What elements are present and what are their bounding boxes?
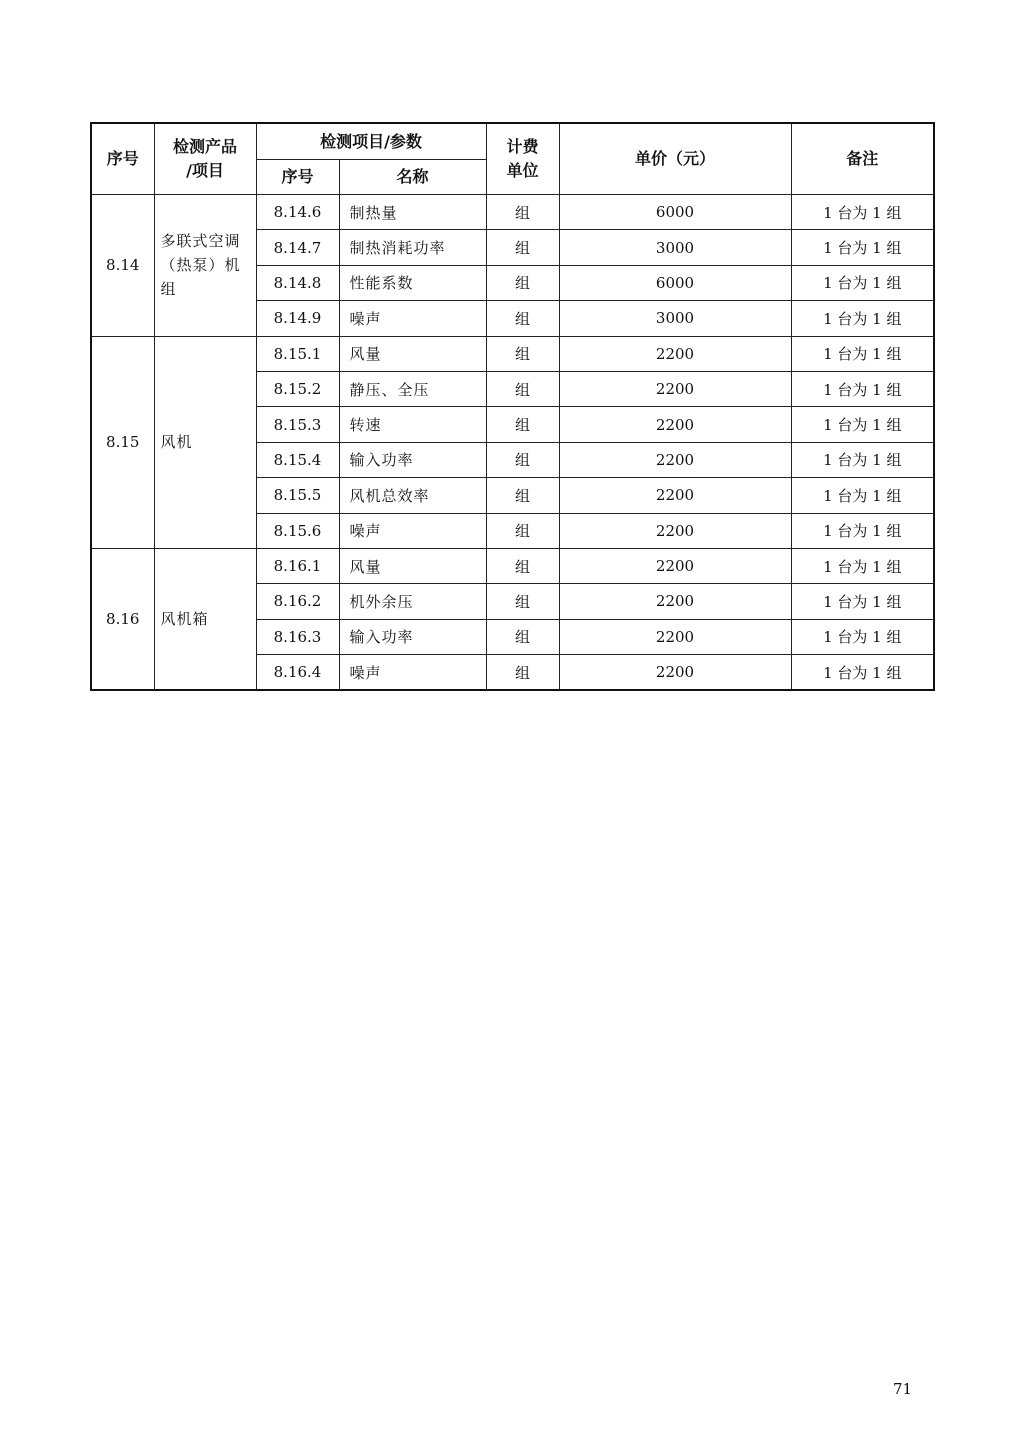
remark-cell: 1 台为 1 组 xyxy=(791,442,934,477)
table-row xyxy=(91,336,934,371)
unit-cell: 组 xyxy=(486,513,559,548)
item-name-cell: 静压、全压 xyxy=(339,371,486,406)
item-name-cell: 机外余压 xyxy=(339,584,486,619)
header-item-name: 名称 xyxy=(339,160,486,195)
unit-cell: 组 xyxy=(486,407,559,442)
item-name-cell: 风量 xyxy=(339,548,486,583)
item-seq-cell: 8.15.1 xyxy=(256,336,339,371)
header-price: 单价（元） xyxy=(559,123,791,195)
item-seq-cell: 8.14.8 xyxy=(256,265,339,300)
section-product: 多联式空调（热泵）机组 xyxy=(154,195,256,337)
item-name-cell: 性能系数 xyxy=(339,265,486,300)
unit-cell: 组 xyxy=(486,195,559,230)
header-item-seq: 序号 xyxy=(256,160,339,195)
item-name-cell: 噪声 xyxy=(339,655,486,691)
page-number: 71 xyxy=(893,1380,913,1398)
header-row-1 xyxy=(91,123,934,160)
unit-cell: 组 xyxy=(486,371,559,406)
header-unit: 计费 单位 xyxy=(486,123,559,195)
remark-cell: 1 台为 1 组 xyxy=(791,584,934,619)
item-seq-cell: 8.15.2 xyxy=(256,371,339,406)
unit-cell: 组 xyxy=(486,301,559,336)
price-cell: 2200 xyxy=(559,548,791,583)
remark-cell: 1 台为 1 组 xyxy=(791,548,934,583)
item-name-cell: 风机总效率 xyxy=(339,478,486,513)
remark-cell: 1 台为 1 组 xyxy=(791,195,934,230)
table-row xyxy=(91,195,934,230)
price-cell: 2200 xyxy=(559,336,791,371)
item-name-cell: 噪声 xyxy=(339,301,486,336)
item-seq-cell: 8.15.4 xyxy=(256,442,339,477)
table-body xyxy=(91,195,934,691)
remark-cell: 1 台为 1 组 xyxy=(791,619,934,654)
item-name-cell: 输入功率 xyxy=(339,442,486,477)
price-cell: 2200 xyxy=(559,513,791,548)
section-seq: 8.14 xyxy=(91,195,154,337)
remark-cell: 1 台为 1 组 xyxy=(791,265,934,300)
price-cell: 2200 xyxy=(559,407,791,442)
price-cell: 3000 xyxy=(559,301,791,336)
header-seq: 序号 xyxy=(91,123,154,195)
unit-cell: 组 xyxy=(486,230,559,265)
unit-cell: 组 xyxy=(486,584,559,619)
header-remark: 备注 xyxy=(791,123,934,195)
item-seq-cell: 8.15.5 xyxy=(256,478,339,513)
remark-cell: 1 台为 1 组 xyxy=(791,478,934,513)
header-product: 检测产品 /项目 xyxy=(154,123,256,195)
remark-cell: 1 台为 1 组 xyxy=(791,513,934,548)
item-seq-cell: 8.14.6 xyxy=(256,195,339,230)
table-header xyxy=(91,123,934,195)
item-seq-cell: 8.16.3 xyxy=(256,619,339,654)
unit-cell: 组 xyxy=(486,442,559,477)
unit-cell: 组 xyxy=(486,548,559,583)
remark-cell: 1 台为 1 组 xyxy=(791,371,934,406)
remark-cell: 1 台为 1 组 xyxy=(791,655,934,691)
price-cell: 2200 xyxy=(559,442,791,477)
price-cell: 2200 xyxy=(559,655,791,691)
item-name-cell: 风量 xyxy=(339,336,486,371)
table-row xyxy=(91,548,934,583)
item-name-cell: 噪声 xyxy=(339,513,486,548)
item-seq-cell: 8.16.1 xyxy=(256,548,339,583)
price-cell: 6000 xyxy=(559,195,791,230)
item-seq-cell: 8.15.6 xyxy=(256,513,339,548)
item-name-cell: 输入功率 xyxy=(339,619,486,654)
item-name-cell: 制热消耗功率 xyxy=(339,230,486,265)
section-seq: 8.16 xyxy=(91,548,154,690)
price-cell: 6000 xyxy=(559,265,791,300)
item-seq-cell: 8.16.4 xyxy=(256,655,339,691)
remark-cell: 1 台为 1 组 xyxy=(791,230,934,265)
price-cell: 2200 xyxy=(559,478,791,513)
price-cell: 3000 xyxy=(559,230,791,265)
item-name-cell: 转速 xyxy=(339,407,486,442)
item-seq-cell: 8.16.2 xyxy=(256,584,339,619)
unit-cell: 组 xyxy=(486,619,559,654)
unit-cell: 组 xyxy=(486,336,559,371)
price-cell: 2200 xyxy=(559,584,791,619)
item-seq-cell: 8.14.9 xyxy=(256,301,339,336)
remark-cell: 1 台为 1 组 xyxy=(791,336,934,371)
price-cell: 2200 xyxy=(559,371,791,406)
item-name-cell: 制热量 xyxy=(339,195,486,230)
remark-cell: 1 台为 1 组 xyxy=(791,407,934,442)
remark-cell: 1 台为 1 组 xyxy=(791,301,934,336)
unit-cell: 组 xyxy=(486,478,559,513)
section-seq: 8.15 xyxy=(91,336,154,548)
item-seq-cell: 8.15.3 xyxy=(256,407,339,442)
price-cell: 2200 xyxy=(559,619,791,654)
section-product: 风机箱 xyxy=(154,548,256,690)
unit-cell: 组 xyxy=(486,655,559,691)
price-table xyxy=(90,122,935,691)
section-product: 风机 xyxy=(154,336,256,548)
header-items-group: 检测项目/参数 xyxy=(256,123,486,160)
item-seq-cell: 8.14.7 xyxy=(256,230,339,265)
unit-cell: 组 xyxy=(486,265,559,300)
